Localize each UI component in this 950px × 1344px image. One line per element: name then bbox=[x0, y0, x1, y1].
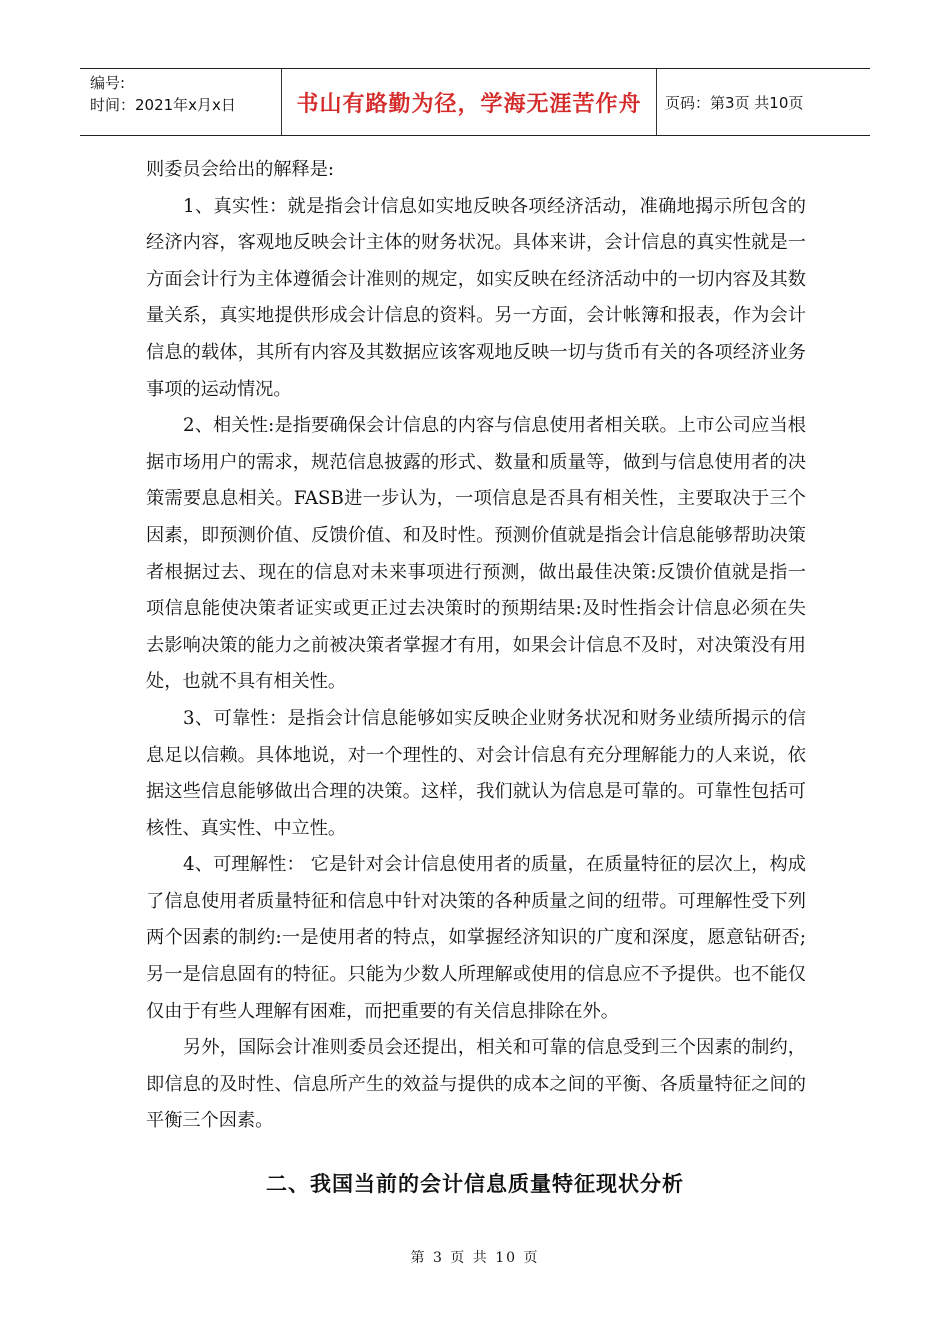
paragraph-truthfulness: 1、真实性：就是指会计信息如实地反映各项经济活动，准确地揭示所包含的经济内容，客观地反映会计主体的财务状况。具体来讲，会计信息的真实性就是一方面会计行为主体遵循会计准则的规定，如实反映在经济活动中的一切内容及其数量关系，真实地提供形成会计信息的资料。另一方面，会计帐簿和报表，作为会计信息的载体，其所有内容及其数据应该客观地反映一切与货币有关的各项经济业务事项的运动情况。 bbox=[146, 195, 806, 400]
section-heading: 二、我国当前的会计信息质量特征现状分析 bbox=[266, 1172, 684, 1196]
header-motto-cell bbox=[282, 69, 657, 135]
paragraph-additional: 另外，国际会计准则委员会还提出，相关和可靠的信息受到三个因素的制约，即信息的及时性、信息所产生的效益与提供的成本之间的平衡、各质量特征之间的平衡三个因素。 bbox=[146, 1037, 806, 1132]
paragraph-intro: 则委员会给出的解释是: bbox=[146, 159, 335, 180]
page-footer: 第 3 页 共 10 页 bbox=[410, 1250, 540, 1266]
header-page-cell bbox=[657, 69, 870, 135]
paragraph-reliability: 3、可靠性：是指会计信息能够如实反映企业财务状况和财务业绩所揭示的信息足以信赖。具体地说，对一个理性的、对会计信息有充分理解能力的人来说，依据这些信息能够做出合理的决策。这样，我们就认为信息是可靠的。可靠性包括可核性、真实性、中立性。 bbox=[146, 707, 806, 839]
header-page-number: 页码：第3页 共10页 bbox=[665, 93, 804, 112]
doc-code-label: 编号: bbox=[90, 74, 126, 92]
paragraph-understandability: 4、可理解性： 它是针对会计信息使用者的质量，在质量特征的层次上，构成了信息使用者质量特征和信息中针对决策的各种质量之间的纽带。可理解性受下列两个因素的制约:一是使用者的特点，如掌握经济知识的广度和深度，愿意钻研否;另一是信息固有的特征。只能为少数人所理解或使用的信息应不予提供。也不能仅仅由于有些人理解有困难，而把重要的有关信息排除在外。 bbox=[146, 854, 806, 1022]
header-meta bbox=[80, 69, 282, 135]
paragraph-relevance: 2、相关性:是指要确保会计信息的内容与信息使用者相关联。上市公司应当根据市场用户的需求，规范信息披露的形式、数量和质量等，做到与信息使用者的决策需要息息相关。FASB进一步认为，一项信息是否具有相关性，主要取决于三个因素，即预测价值、反馈价值、和及时性。预测价值就是指会计信息能够帮助决策者根据过去、现在的信息对未来事项进行预测，做出最佳决策:反馈价值就是指一项信息能使决策者证实或更正过去决策时的预期结果:及时性指会计信息必须在失去影响决策的能力之前被决策者掌握才有用，如果会计信息不及时，对决策没有用处，也就不具有相关性。 bbox=[146, 415, 806, 693]
doc-time: 时间：2021年x月x日 bbox=[90, 96, 236, 114]
page-header bbox=[80, 68, 870, 136]
header-motto: 书山有路勤为径，学海无涯苦作舟 bbox=[296, 91, 642, 117]
document-body bbox=[146, 152, 806, 1140]
